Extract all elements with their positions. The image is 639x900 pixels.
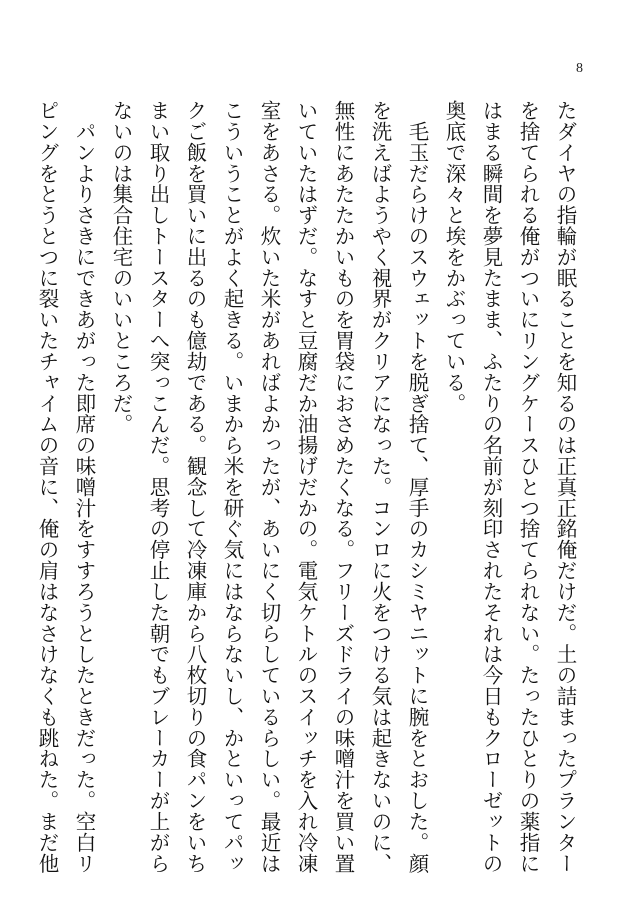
text-line: クご飯を買いに出るのも億劫である。観念して冷凍庫から八枚切りの食パンをいち — [183, 100, 207, 874]
text-line: はまる瞬間を夢見たまま、ふたりの名前が刻印されたそれは今日もクローゼットの — [479, 100, 503, 874]
text-line: こういうことがよく起きる。いまから米を研ぐ気にはならないし、かといってパッ — [220, 100, 244, 874]
text-line: 毛玉だらけのスウェットを脱ぎ捨て、厚手のカシミヤニットに腕をとおした。顔 — [405, 100, 429, 874]
text-line: たダイヤの指輪が眠ることを知るのは正真正銘俺だけだ。土の詰まったプランター — [553, 100, 577, 874]
vertical-text-body — [28, 100, 583, 880]
text-line: いていたはずだ。なすと豆腐だか油揚げだかの。電気ケトルのスイッチを入れ冷凍 — [294, 100, 318, 874]
text-line: を捨てられる俺がついにリングケースひとつ捨てられない。たったひとりの薬指に — [516, 100, 540, 874]
text-line: 室をあさる。炊いた米があればよかったが、あいにく切らしているらしい。最近は — [257, 100, 281, 874]
text-line: パンよりさきにできあがった即席の味噌汁をすすろうとしたときだった。空白リ — [72, 100, 96, 874]
text-line: まい取り出しトースターへ突っこんだ。思考の停止した朝でもブレーカーが上がら — [146, 100, 170, 874]
page-number: 8 — [576, 61, 583, 76]
text-line: ないのは集合住宅のいいところだ。 — [109, 100, 133, 435]
text-line: 奥底で深々と埃をかぶっている。 — [442, 100, 466, 414]
text-line: 無性にあたたかいものを胃袋におさめたくなる。フリーズドライの味噌汁を買い置 — [331, 100, 355, 874]
text-line: ピングをとうとつに裂いたチャイムの音に、俺の肩はなさけなくも跳ねた。まだ他 — [35, 100, 59, 874]
text-line: を洗えばようやく視界がクリアになった。コンロに火をつける気は起きないのに、 — [368, 100, 392, 874]
